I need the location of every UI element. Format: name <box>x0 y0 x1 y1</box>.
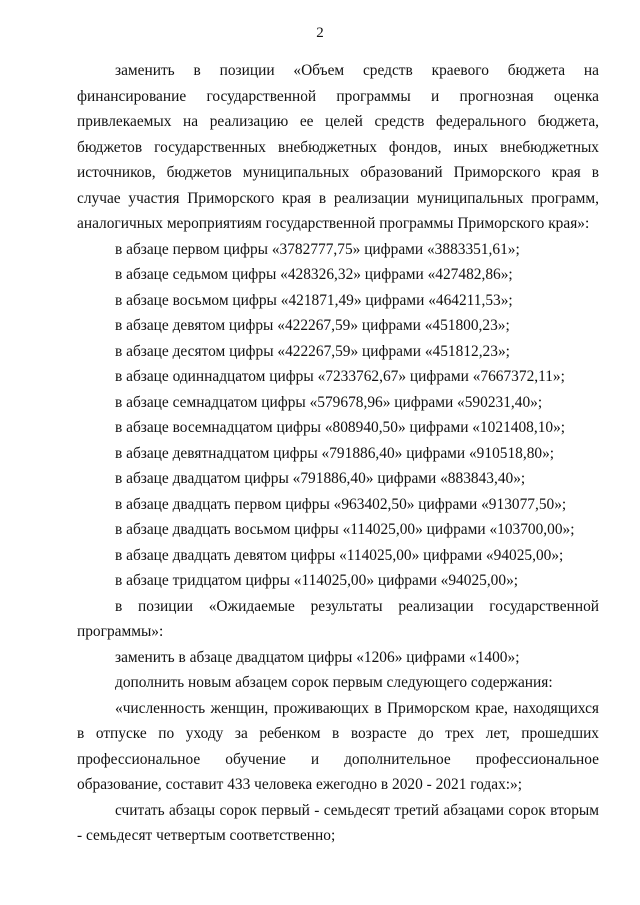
paragraph-amendment-29: в абзаце двадцать девятом цифры «114025,00» цифрами «94025,00»; <box>115 546 564 564</box>
paragraph-new-paragraph-text: «численность женщин, проживающих в Приморском крае, находящихся в отпуске по уходу за ребенком в возрасте до трех лет, прошедших профессиональное обучение и дополнительное профессиональное образование, составит 433 человека ежегодно в 2020 - 2021 годах:»; <box>77 699 599 793</box>
paragraph-amendment-9: в абзаце девятом цифры «422267,59» цифрами «451800,23»; <box>115 317 510 334</box>
paragraph-expected-results-position: в позиции «Ожидаемые результаты реализации государственной программы»: <box>77 597 599 640</box>
paragraph-amendment-11: в абзаце одиннадцатом цифры «7233762,67» цифрами «7667372,11»; <box>115 368 565 385</box>
paragraph-amendment-1: в абзаце первом цифры «3782777,75» цифрами «3883351,61»; <box>115 240 520 258</box>
paragraph-amendment-28: в абзаце двадцать восьмом цифры «114025,00» цифрами «103700,00»; <box>115 521 575 538</box>
paragraph-amendment-17: в абзаце семнадцатом цифры «579678,96» цифрами «590231,40»; <box>115 393 543 411</box>
paragraph-renumbering: считать абзацы сорок первый - семьдесят третий абзацами сорок вторым - семьдесят четвертым соответственно; <box>77 801 599 844</box>
paragraph-replace-paragraph-20: заменить в абзаце двадцатом цифры «1206» цифрами «1400»; <box>115 648 520 666</box>
paragraph-amendment-30: в абзаце тридцатом цифры «114025,00» цифрами «94025,00»; <box>115 572 519 589</box>
paragraph-budget-position: заменить в позиции «Объем средств краевого бюджета на финансирование государственной программы и прогнозная оценка привлекаемых на реализацию ее целей средств федерального бюджета, бюджетов государственных внебюджетных фондов, иных внебюджетных источников, бюджетов муниципальных образований Приморского края в случае участия Приморского края в реализации муниципальных программ, аналогичных мероприятиям государственной программы Приморского края»: <box>77 62 599 232</box>
paragraph-amendment-8: в абзаце восьмом цифры «421871,49» цифрами «464211,53»; <box>115 291 513 309</box>
paragraph-add-new-paragraph: дополнить новым абзацем сорок первым следующего содержания: <box>115 674 553 691</box>
paragraph-amendment-7: в абзаце седьмом цифры «428326,32» цифрами «427482,86»; <box>115 266 513 283</box>
paragraph-amendment-18: в абзаце восемнадцатом цифры «808940,50» цифрами «1021408,10»; <box>115 419 566 436</box>
page-number: 2 <box>316 25 324 41</box>
paragraph-amendment-10: в абзаце десятом цифры «422267,59» цифрами «451812,23»; <box>115 342 510 360</box>
paragraph-amendment-19: в абзаце девятнадцатом цифры «791886,40» цифрами «910518,80»; <box>115 444 555 462</box>
paragraph-amendment-20: в абзаце двадцатом цифры «791886,40» цифрами «883843,40»; <box>115 470 526 487</box>
document-body <box>77 58 599 849</box>
paragraph-amendment-21: в абзаце двадцать первом цифры «963402,50» цифрами «913077,50»; <box>115 495 567 513</box>
